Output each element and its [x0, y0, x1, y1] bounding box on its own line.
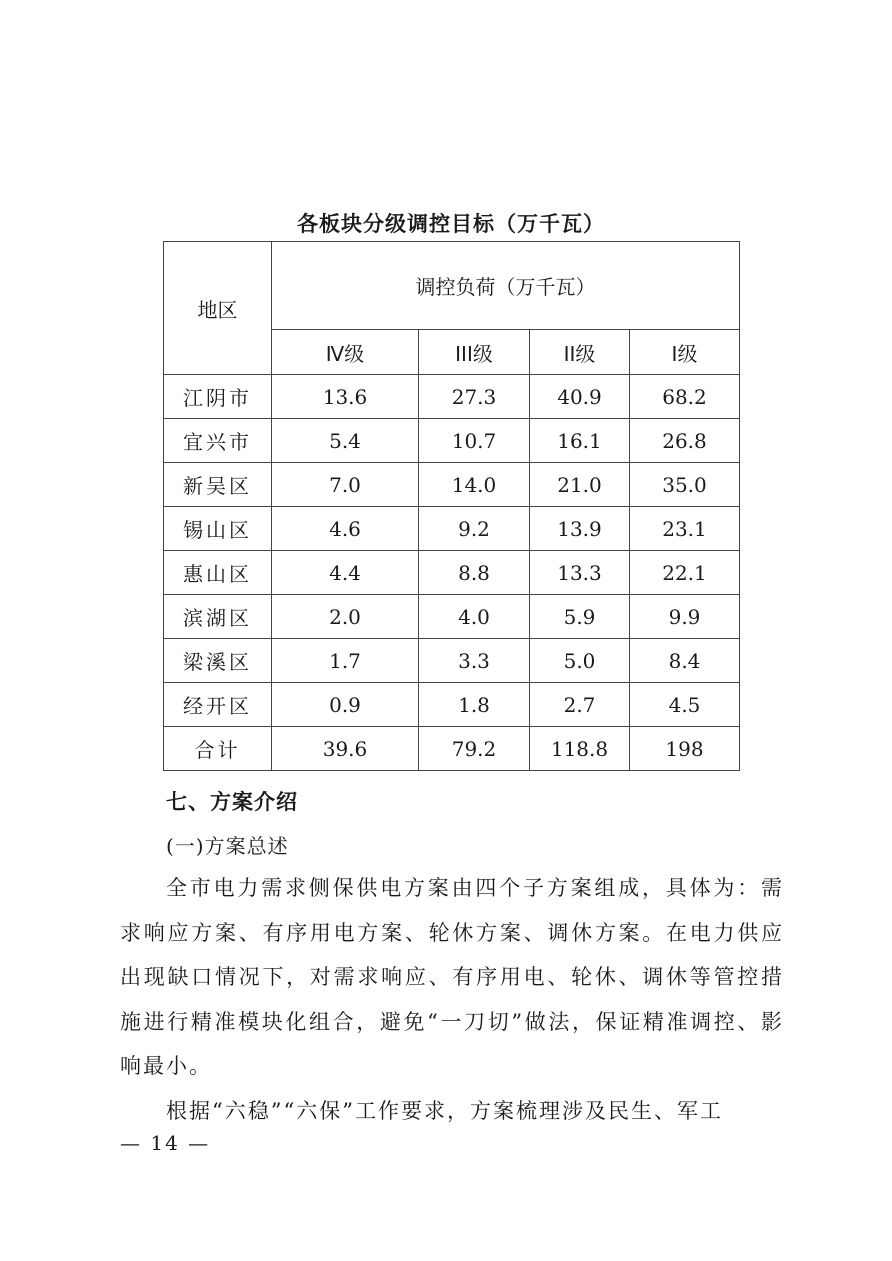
table-row — [164, 551, 740, 595]
value-cell: 5.4 — [272, 419, 419, 463]
requirements-paragraph: 根据“六稳”“六保”工作要求，方案梳理涉及民生、军工 — [166, 1099, 723, 1123]
table-row — [164, 595, 740, 639]
value-cell: 26.8 — [630, 419, 740, 463]
region-column-header: 地区 — [164, 242, 272, 375]
value-cell: 13.3 — [530, 551, 630, 595]
value-cell: 9.2 — [419, 507, 530, 551]
table-row — [164, 507, 740, 551]
table-row — [164, 639, 740, 683]
level-1-header: Ⅰ级 — [630, 330, 740, 375]
value-cell: 13.9 — [530, 507, 630, 551]
value-cell: 23.1 — [630, 507, 740, 551]
value-cell: 40.9 — [530, 375, 630, 419]
value-cell: 27.3 — [419, 375, 530, 419]
level-3-header: ⅠⅠⅠ级 — [419, 330, 530, 375]
region-cell: 梁溪区 — [164, 639, 272, 683]
value-cell: 79.2 — [419, 727, 530, 771]
value-cell: 22.1 — [630, 551, 740, 595]
value-cell: 118.8 — [530, 727, 630, 771]
region-cell: 经开区 — [164, 683, 272, 727]
overview-paragraph: 全市电力需求侧保供电方案由四个子方案组成，具体为：需求响应方案、有序用电方案、轮休方案、调休方案。在电力供应出现缺口情况下，对需求响应、有序用电、轮休、调休等管控措施进行精准模块化组合，避免“一刀切”做法，保证精准调控、影响最小。 — [120, 876, 784, 1078]
value-cell: 39.6 — [272, 727, 419, 771]
region-cell: 锡山区 — [164, 507, 272, 551]
value-cell: 1.8 — [419, 683, 530, 727]
region-cell: 滨湖区 — [164, 595, 272, 639]
table-row — [164, 683, 740, 727]
value-cell: 1.7 — [272, 639, 419, 683]
region-cell: 惠山区 — [164, 551, 272, 595]
table-row — [164, 727, 740, 771]
value-cell: 5.0 — [530, 639, 630, 683]
value-cell: 0.9 — [272, 683, 419, 727]
value-cell: 8.8 — [419, 551, 530, 595]
load-group-header: 调控负荷（万千瓦） — [272, 242, 740, 330]
region-cell: 宜兴市 — [164, 419, 272, 463]
region-cell: 江阴市 — [164, 375, 272, 419]
table-title: 各板块分级调控目标（万千瓦） — [297, 212, 605, 236]
value-cell: 4.6 — [272, 507, 419, 551]
value-cell: 35.0 — [630, 463, 740, 507]
value-cell: 4.4 — [272, 551, 419, 595]
table-row — [164, 419, 740, 463]
value-cell: 21.0 — [530, 463, 630, 507]
value-cell: 14.0 — [419, 463, 530, 507]
value-cell: 9.9 — [630, 595, 740, 639]
value-cell: 4.5 — [630, 683, 740, 727]
value-cell: 16.1 — [530, 419, 630, 463]
region-cell: 新吴区 — [164, 463, 272, 507]
section-heading: 七、方案介绍 — [166, 790, 298, 814]
value-cell: 3.3 — [419, 639, 530, 683]
value-cell: 7.0 — [272, 463, 419, 507]
value-cell: 198 — [630, 727, 740, 771]
section-subheading: (一)方案总述 — [166, 834, 289, 858]
level-4-header: Ⅳ级 — [272, 330, 419, 375]
value-cell: 8.4 — [630, 639, 740, 683]
region-cell: 合计 — [164, 727, 272, 771]
value-cell: 13.6 — [272, 375, 419, 419]
value-cell: 10.7 — [419, 419, 530, 463]
level-2-header: ⅠⅠ级 — [530, 330, 630, 375]
table-row — [164, 375, 740, 419]
value-cell: 2.0 — [272, 595, 419, 639]
value-cell: 5.9 — [530, 595, 630, 639]
regulation-target-table — [163, 241, 740, 771]
table-row — [164, 463, 740, 507]
value-cell: 4.0 — [419, 595, 530, 639]
value-cell: 68.2 — [630, 375, 740, 419]
value-cell: 2.7 — [530, 683, 630, 727]
page-number: — 14 — — [120, 1131, 211, 1155]
